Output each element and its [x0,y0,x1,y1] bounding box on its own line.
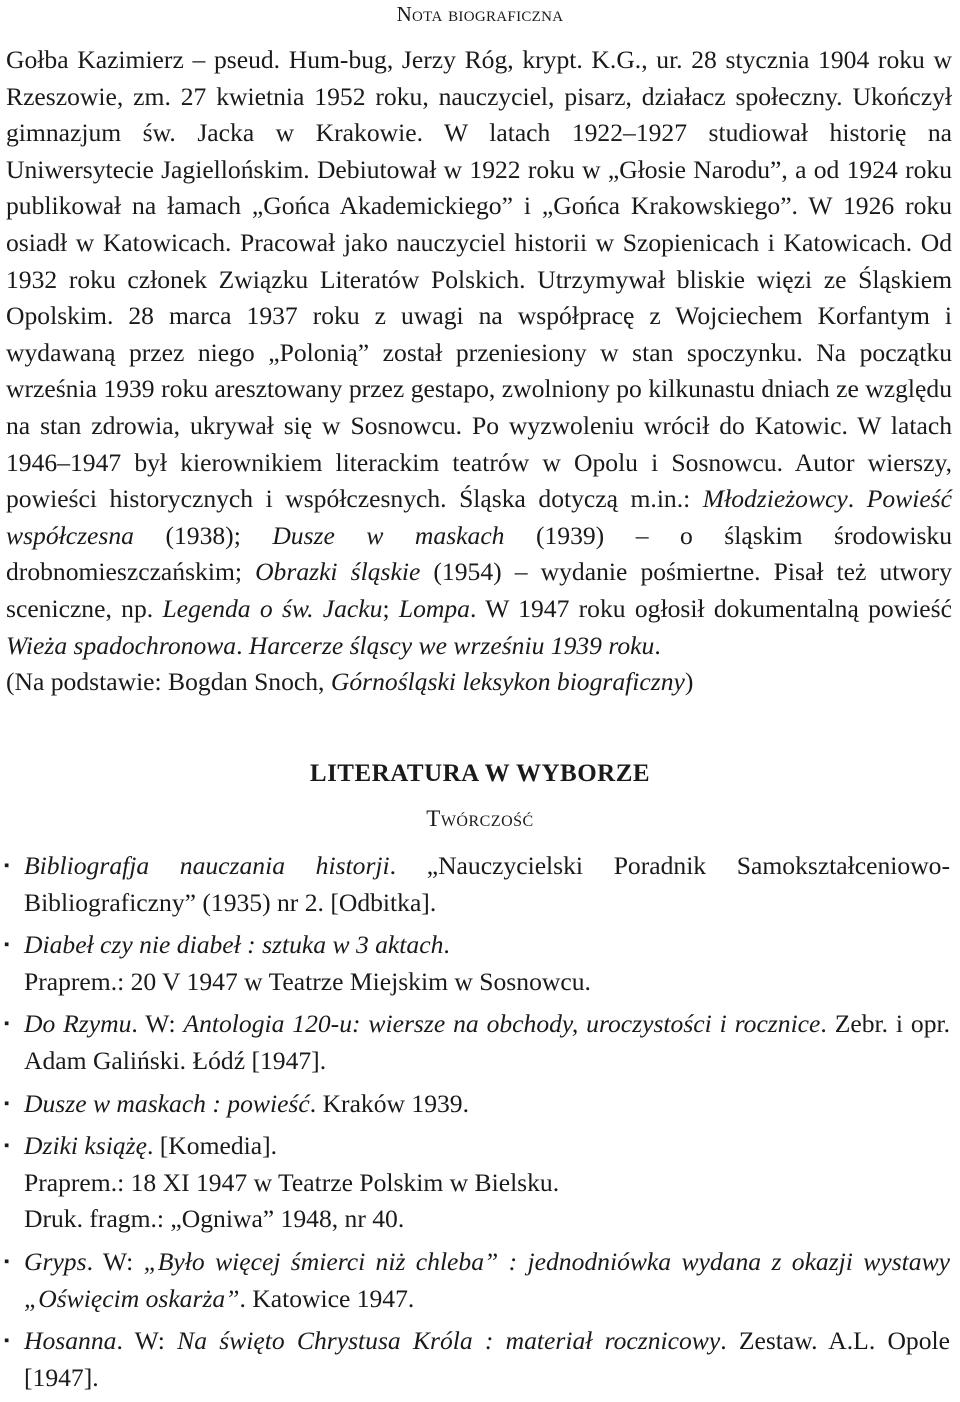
entry-text: . „Nauczycielski Poradnik Samokształceniowo-Bibliograficzny” (1935) nr 2. [Odbitka]. [24,851,950,917]
source-part: Górnośląski leksykon biograficzny [330,667,685,697]
entry-title: Dziki książę [24,1131,147,1161]
bio-part: (1938); [133,520,273,550]
bibliography-entry [24,1006,950,1079]
bibliography-entry [24,927,950,964]
entry-text: . [Komedia]. [146,1131,278,1161]
entry-title: Bibliografja nauczania historji [24,851,390,880]
entry-title: Do Rzymu [24,1009,132,1039]
entry-text: . W: [86,1246,144,1276]
entry-text: . Zestaw. A.L. Opole [1947]. [24,1326,950,1392]
bio-part: ; [382,593,399,623]
entry-text: . Zebr. i opr. Adam Galiński. Łódź [1947]. [24,1009,950,1075]
bibliography-note: Praprem.: 20 V 1947 w Teatrze Miejskim w Sosnowcu. [24,966,591,996]
entry-title: Antologia 120-u: wiersze na obchody, uroczystości i rocznice [183,1009,821,1039]
bio-part: Obrazki śląskie [255,557,421,587]
entry-title: Diabeł czy nie diabeł : sztuka w 3 aktach [24,930,444,960]
bullet-icon: ▪ [4,1333,10,1350]
bio-part: . W 1947 roku ogłosił dokumentalną powieść [469,593,952,623]
entry-title: Gryps [24,1246,87,1276]
entry-text: . Katowice 1947. [239,1283,415,1313]
literature-subheading: Twórczość [426,806,534,831]
bullet-icon: ▪ [4,1095,10,1112]
bio-part: Dusze w maskach [272,520,505,550]
bibliography-note: Praprem.: 18 XI 1947 w Teatrze Polskim w Bielsku. [24,1167,560,1197]
bullet-icon: ▪ [4,1253,10,1270]
entry-text: . Kraków 1939. [309,1088,469,1118]
entry-title: Hosanna [24,1326,117,1356]
source-part: (Na podstawie: Bogdan Snoch, [6,667,331,697]
bibliography-entry [24,1323,950,1396]
entry-title: Na święto Chrystusa Króla : materiał rocznicowy [177,1326,721,1356]
entry-text: . W: [131,1009,184,1039]
bio-part: Legenda o św. Jacku [162,593,383,623]
bio-part: Powieść współczesna [6,484,952,550]
entry-title: „Było więcej śmierci niż chleba” : jednodniówka wydana z okazji wystawy „Oświęcim oskarża” [24,1246,950,1313]
bio-part: (1954) – wydanie pośmiertne. Pisał też utwory sceniczne, np. [6,557,952,623]
literature-heading: LITERATURA W WYBORZE [309,760,651,787]
bio-part: . [654,630,661,660]
bibliography-entry [24,1244,950,1317]
bio-part: . [236,630,249,660]
bio-part: . [847,484,867,514]
bibliography-item [4,1086,950,1123]
biography-text [6,45,952,660]
bio-part: Wieża spadochronowa [6,630,237,660]
bibliography-entry [24,1128,950,1165]
bibliography-entry [24,848,950,921]
source-citation [6,667,693,696]
bullet-icon: ▪ [4,858,10,874]
bibliography-item [4,848,950,921]
bibliography-item [4,1244,950,1317]
bibliography-item [4,1128,950,1238]
bibliography-note: Druk. fragm.: „Ogniwa” 1948, nr 40. [24,1204,405,1234]
bibliography-item [4,927,950,1000]
bio-part: Młodzieżowcy [702,484,848,514]
entry-text: . W: [116,1326,178,1356]
biography-paragraph [6,42,952,701]
bibliography-list [4,848,950,1402]
bio-part: (1939) – o śląskim środowisku drobnomieszczańskim; [6,520,952,587]
bullet-icon: ▪ [4,937,10,954]
bio-part: Lompa [398,593,470,623]
bibliography-item [4,1006,950,1079]
bibliography-item [4,1323,950,1396]
entry-text: . [443,930,450,960]
entry-title: Dusze w maskach : powieść [24,1088,310,1118]
bullet-icon: ▪ [4,1138,10,1155]
source-part: ) [684,667,694,697]
page-header: Nota biograficzna [396,2,564,26]
bullet-icon: ▪ [4,1016,10,1033]
bio-part: Harcerze śląscy we wrześniu 1939 roku [248,630,655,660]
bibliography-entry [24,1086,950,1123]
bio-part: Gołba Kazimierz – pseud. Hum-bug, Jerzy Róg, krypt. K.G., ur. 28 stycznia 1904 roku w Rzeszowie, zm. 27 kwietnia 1952 roku, nauczyciel, pisarz, działacz społeczny. Ukończył gimnazjum św. Jacka w Krakowie. W latach 1922–1927 studiował historię na Uniwersytecie Jagiellońskim. Debiutował w 1922 roku w „Głosie Narodu”, a od 1924 roku publikował na łamach „Gońca Akademickiego” i „Gońca Krakowskiego”. W 1926 roku osiadł w Katowicach. Pracował jako nauczyciel historii w Szopienicach i Katowicach. Od 1932 roku członek Związku Literatów Polskich. Utrzymywał bliskie więzi ze Śląskiem Opolskim. 28 marca 1937 roku z uwagi na współpracę z Wojciechem Korfantym i wydawaną przez niego „Polonią” został przeniesiony w stan spoczynku. Na początku września 1939 roku aresztowany przez gestapo, zwolniony po kilkunastu dniach ze względu na stan zdrowia, ukrywał się w Sosnowcu. Po wyzwoleniu wrócił do Katowic. W latach 1946–1947 był kierownikiem literackim teatrów w Opolu i Sosnowcu. Autor wierszy, powieści historycznych i współczesnych. Śląska dotyczą m.in.: [6,45,952,514]
